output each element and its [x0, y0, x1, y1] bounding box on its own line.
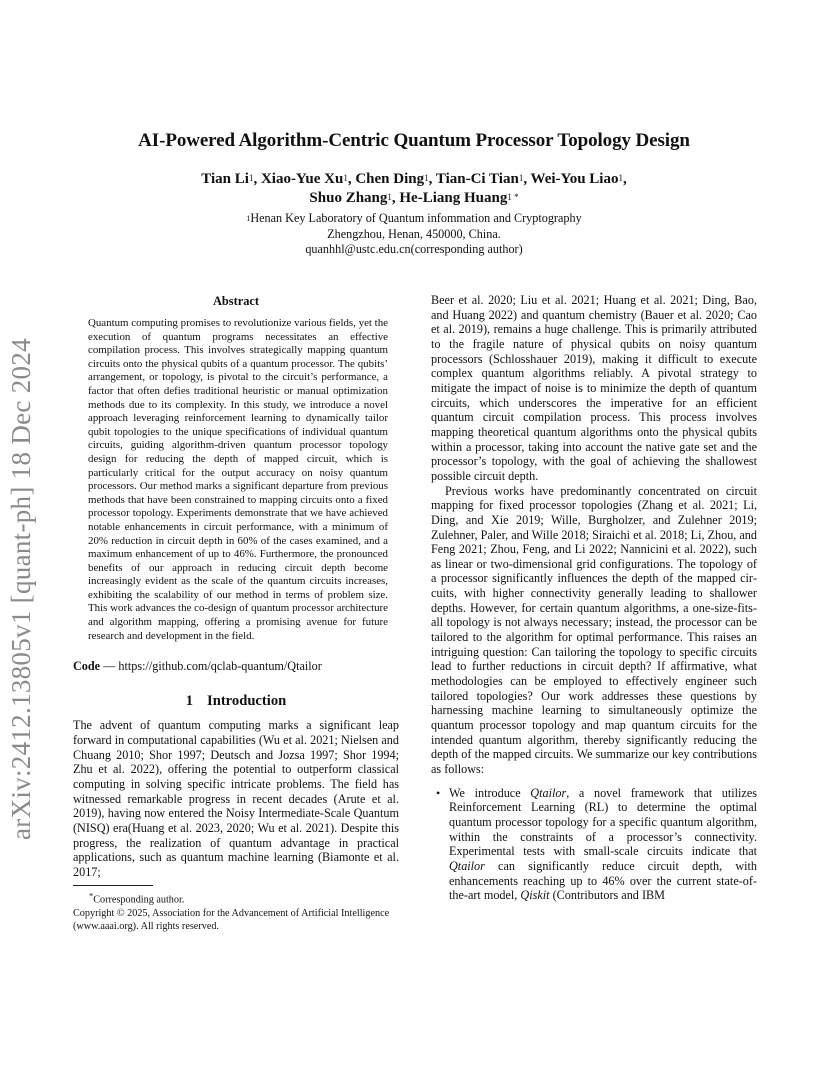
affiliation-line-2: Zhengzhou, Henan, 450000, China. — [327, 226, 501, 241]
author: He-Liang Huang$^{1 *}$ — [399, 190, 519, 206]
author-line-2: Shuo Zhang$^1$, He-Liang Huang$^{1 *}$ — [309, 190, 519, 206]
section-heading-introduction: 1 Introduction — [185, 693, 287, 710]
affiliation-line-1: $^1$Henan Key Laboratory of Quantum infommation and Cryptography — [246, 211, 582, 225]
paper-title: AI-Powered Algorithm-Centric Quantum Processor Topology Design — [138, 130, 690, 151]
footnote-copyright: Copyright © 2025, Association for the Advancement of Artificial Intelligence (www.aaai.org). All rights reserved. — [73, 907, 390, 932]
author: Tian-Ci Tian$^1$ — [435, 171, 524, 187]
author: Wei-You Liao$^1$ — [530, 171, 623, 187]
affiliation — [0, 211, 828, 258]
intro-paragraph-1-continued: Beer et al. 2020; Liu et al. 2021; Huang et al. 2021; Ding, Bao, and Huang 2022) and quantum chemistry (Bauer et al. 2020; Cao et al. 2019), remains a huge challenge. This is primarily attributed to the fragile nature of physical qubits on noisy quantum processors (Schlosshauer 2019), making it difficult to execute complex quantum algorithms reliably. A pivotal strategy to mitigate the impact of noise is to minimize the depth of quantum circuits, which underscores the imperative for an efficient quantum circuit compilation process. This process involves mapping theoretical quantum algorithms onto the physical qubits within a processor, taking into account the native gate set and the processor’s topology, with the goal of achieving the shallowest possible circuit depth. — [431, 293, 757, 483]
author: Chen Ding$^1$ — [355, 171, 429, 187]
right-column — [431, 293, 757, 903]
contact-email: quanhhl@ustc.edu.cn(corresponding author) — [305, 242, 523, 256]
intro-paragraph-2: Previous works have predominantly concentrated on circuit mapping for fixed processor topologies (Zhang et al. 2021; Li, Ding, and Xie 2019; Wille, Burgholzer, and Zulehner 2019; Zulehner, Paler, and Wille 2018; Siraichi et al. 2018; Li, Zhou, and Feng 2021; Zhou, Feng, and Li 2022; Nannicini et al. 2022), such as linear or two-dimensional grid configurations. The topology of a processor significantly influences the depth of the mapped circuits, with higher connectivity generally leading to shallower depths. However, for certain quantum algorithms, a one-size-fits-all topology is not always necessary; instead, the processor can be tailored to the algorithm for optimal performance. This raises an intriguing question: Can tailoring the topology to specific circuits lead to further reductions in circuit depth? If affirmative, what methodologies can be employed to effectively engineer such tailored topologies? Our work addresses these questions by harnessing machine learning to simultaneously optimize the quantum processor topology and map quantum circuits for the intended quantum algorithm, thereby significantly reducing the depth of the mapped circuits. We summarize our key contributions as follows: — [431, 483, 757, 776]
author-line-1: Tian Li$^1$, Xiao-Yue Xu$^1$, Chen Ding$^1$, Tian-Ci Tian$^1$, Wei-You Liao$^1$, — [201, 171, 627, 187]
author: Tian Li$^1$ — [201, 171, 254, 187]
framework-name: Qtailor — [449, 858, 485, 873]
author: Shuo Zhang$^1$ — [309, 190, 392, 206]
footnote-rule — [73, 885, 153, 886]
bullet-marker: • — [436, 785, 441, 800]
code-url-link[interactable]: https://github.com/qclab-quantum/Qtailor — [118, 659, 322, 674]
abstract-heading: Abstract — [212, 294, 260, 308]
code-label: Code — [73, 659, 101, 674]
footnote-corresponding: *Corresponding author. — [89, 890, 185, 906]
framework-name: Qtailor — [530, 785, 567, 800]
left-column — [73, 294, 399, 933]
contribution-bullet: • We introduce Qtailor, a novel framework that utilizes Reinforcement Learning (RL) to determine the optimal quantum processor topology for a specific quantum algorithm, within the constraints of a processor’s connectivity. Experimental tests with small-scale circuits indicate that Qtailor can significantly reduce circuit depth, with enhancements reaching up to 46% over the current state-of-the-art model, Qiskit (Contributors and IBM — [436, 785, 757, 903]
author-list — [0, 170, 828, 208]
intro-paragraph-1: The advent of quantum computing marks a significant leap forward in computational capabilities (Wu et al. 2021; Nielsen and Chuang 2010; Shor 1997; Deutsch and Jozsa 1997; Shor 1994; Zhu et al. 2022), offering the potential to outperform classical computing in solving specific intricate problems. The field has witnessed remarkable progress in recent decades (Arute et al. 2019), having now entered the Noisy Intermediate-Scale Quantum (NISQ) era(Huang et al. 2023, 2020; Wu et al. 2021). Despite this progress, the realization of quantum advantage in practical applications, such as quantum machine learning (Biamonte et al. 2017; — [73, 718, 399, 879]
arxiv-identifier-stamp: arXiv:2412.13805v1 [quant-ph] 18 Dec 2024 — [6, 338, 36, 840]
code-link-line: Code — https://github.com/qclab-quantum/Qtailor — [73, 659, 322, 674]
baseline-name: Qiskit — [520, 888, 550, 903]
abstract-text: Quantum computing promises to revolutionize various fields, yet the execution of quantum programs necessitates an effective compilation process. This involves strategically mapping quantum circuits onto the physical qubits of a quantum processor. The qubits’ arrangement, or topology, is pivotal to the circuit’s performance, a factor that often defies traditional heuristic or manual optimization methods due to its complexity. In this study, we introduce a novel approach leveraging reinforcement learning to dynamically tailor qubit topologies to the unique specifications of individual quantum circuits, guiding algorithm-driven quantum processor topology design for reducing the depth of mapped circuit, which is particularly critical for the output accuracy on noisy quantum processors. Our method marks a significant departure from previous methods that have been constrained to mapping circuits onto a fixed processor topology. Experiments demonstrate that we have achieved notable enhancements in circuit performance, with a minimum of 20% reduction in circuit depth in 60% of the cases examined, and a maximum enhancement of up to 46%. Furthermore, the pronounced benefits of our approach in reducing circuit depth become increasingly evident as the scale of the quantum circuits increases, exhibiting the scalability of our method in terms of problem size. This work advances the co-design of quantum processor architecture and algorithm mapping, offering a promising avenue for future research and development in the field. — [88, 317, 388, 642]
author: Xiao-Yue Xu$^1$ — [260, 171, 348, 187]
